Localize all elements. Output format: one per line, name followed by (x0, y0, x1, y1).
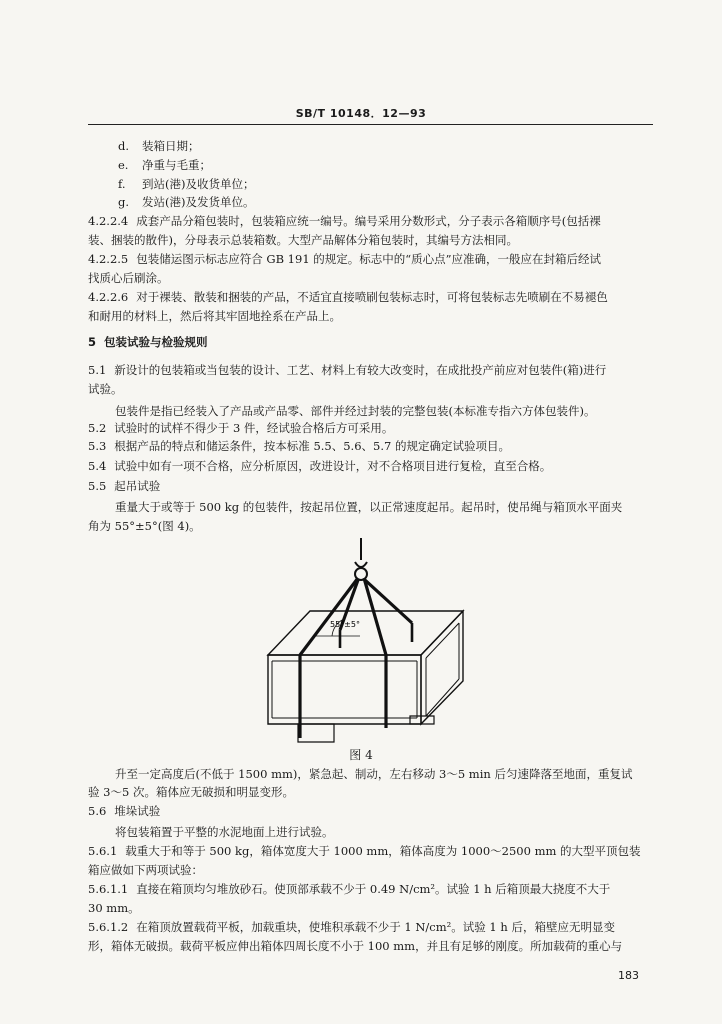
clause-5-6-1: 5.6.1 载重大于和等于 500 kg，箱体宽度大于 1000 mm，箱体高度为 1000～2500 mm 的大型平顶包装 (88, 844, 641, 858)
clause-5-5-lift: 升至一定高度后(不低于 1500 mm)，紧急起、制动，左右移动 3～5 min 后匀速降落至地面，重复试 (115, 767, 633, 781)
clause-4-2-2-6-cont: 和耐用的材料上，然后将其牢固地拴系在产品上。 (88, 309, 341, 323)
clause-5-1-cont: 试验。 (88, 382, 123, 396)
clause-5-6-1-2-cont: 形，箱体无破损。载荷平板应伸出箱体四周长度不小于 100 mm，并且有足够的刚度。所加载荷的重心与 (88, 939, 623, 953)
list-item: g. 发站(港)及发货单位。 (118, 195, 255, 209)
clause-5-5-lift-cont: 验 3～5 次。箱体应无破损和明显变形。 (88, 785, 294, 799)
clause-4-2-2-5-cont: 找质心后刷涂。 (88, 271, 169, 285)
clause-5-4: 5.4 试验中如有一项不合格，应分析原因，改进设计，对不合格项目进行复检，直至合格。 (88, 459, 552, 473)
clause-5-6-text: 将包装箱置于平整的水泥地面上进行试验。 (115, 825, 334, 839)
clause-5-1: 5.1 新设计的包装箱或当包装的设计、工艺、材料上有较大改变时，在成批投产前应对包装件(箱)进行 (88, 363, 607, 377)
section-5-heading: 5 包装试验与检验规则 (88, 335, 208, 349)
clause-5-6-1-2: 5.6.1.2 在箱顶放置载荷平板，加载重块，使堆积承载不少于 1 N/cm²。试验 1 h 后，箱壁应无明显变 (88, 920, 615, 934)
clause-5-2: 5.2 试验时的试样不得少于 3 件，经试验合格后方可采用。 (88, 421, 394, 435)
clause-5-6-1-1-cont: 30 mm。 (88, 901, 140, 915)
clause-5-1-note: 包装件是指已经装入了产品或产品零、部件并经过封装的完整包装(本标准专指六方体包装件)。 (115, 404, 596, 418)
clause-5-6-1-1: 5.6.1.1 直接在箱顶均匀堆放砂石。使顶部承载不少于 0.49 N/cm²。试验 1 h 后箱顶最大挠度不大于 (88, 882, 611, 896)
list-item: f. 到站(港)及收货单位； (118, 177, 255, 191)
clause-5-5-text-cont: 角为 55°±5°(图 4)。 (88, 519, 201, 533)
header-rule (88, 124, 653, 125)
clause-5-6-1-cont: 箱应做如下两项试验： (88, 863, 203, 877)
clause-5-5-heading: 5.5 起吊试验 (88, 479, 161, 493)
clause-4-2-2-4: 4.2.2.4 成套产品分箱包装时，包装箱应统一编号。编号采用分数形式，分子表示各箱顺序号(包括裸 (88, 214, 601, 228)
clause-5-6-heading: 5.6 堆垛试验 (88, 804, 161, 818)
clause-5-3: 5.3 根据产品的特点和储运条件，按本标准 5.5、5.6、5.7 的规定确定试验项目。 (88, 439, 510, 453)
clause-4-2-2-4-cont: 装、捆装的散件)，分母表示总装箱数。大型产品解体分箱包装时，其编号方法相同。 (88, 233, 518, 247)
figure-caption: 图 4 (349, 748, 373, 762)
angle-label: 55°±5° (330, 620, 360, 629)
list-item: e. 净重与毛重； (118, 158, 211, 172)
clause-5-5-text: 重量大于或等于 500 kg 的包装件，按起吊位置，以正常速度起吊。起吊时，使吊绳与箱顶水平面夹 (115, 500, 623, 514)
standard-header: SB/T 10148．12—93 (295, 107, 427, 120)
clause-4-2-2-5: 4.2.2.5 包装储运图示标志应符合 GB 191 的规定。标志中的“质心点”应准确，一般应在封箱后经试 (88, 252, 602, 266)
page-number: 183 (618, 969, 639, 982)
clause-4-2-2-6: 4.2.2.6 对于裸装、散装和捆装的产品，不适宜直接喷刷包装标志时，可将包装标志先喷刷在不易褪色 (88, 290, 608, 304)
list-item: d. 装箱日期； (118, 139, 200, 153)
lifting-test-figure (260, 538, 470, 743)
